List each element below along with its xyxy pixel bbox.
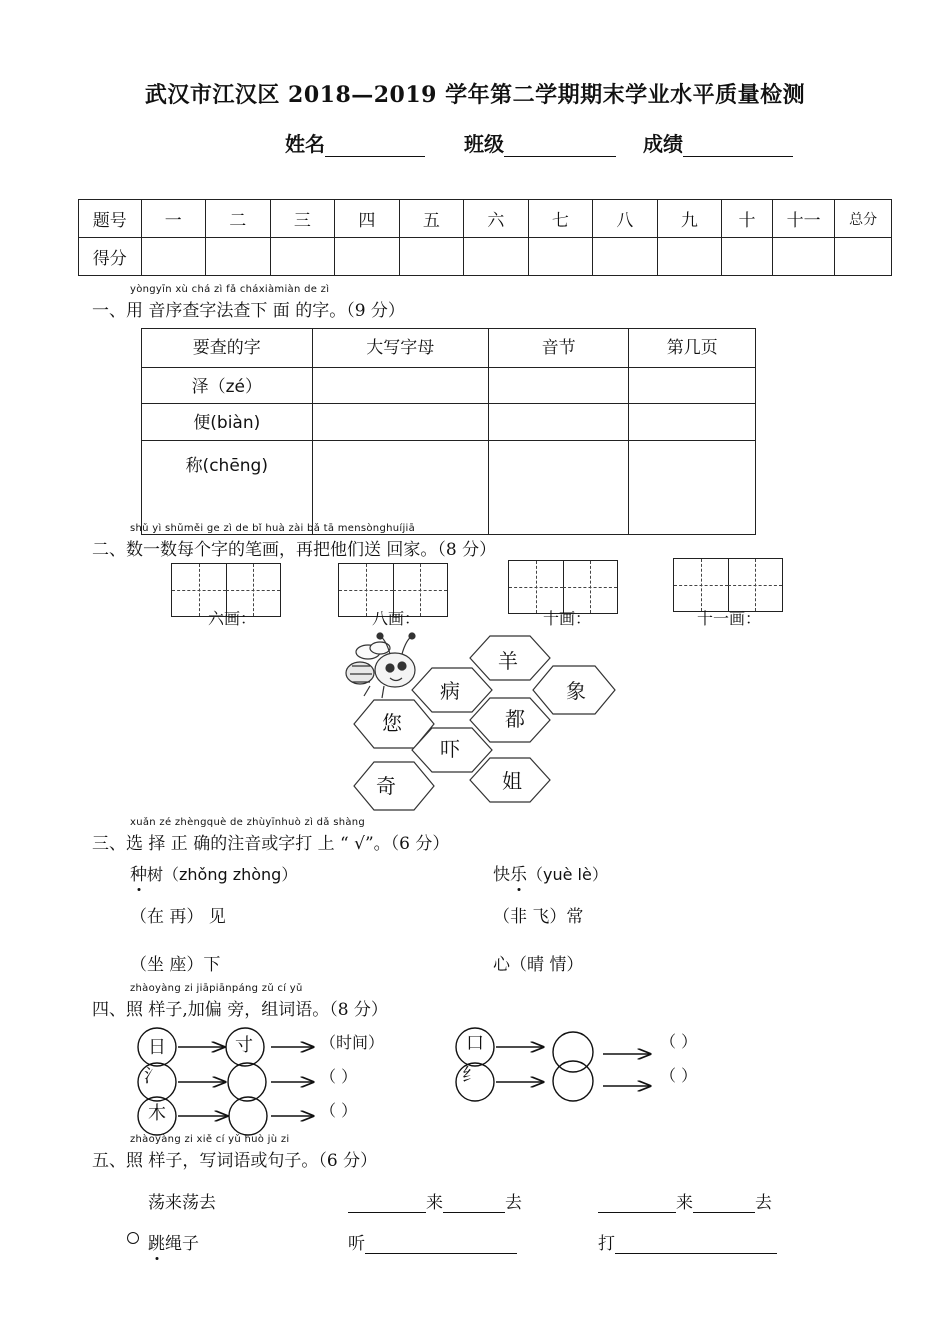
header-cell: 第几页: [629, 329, 756, 368]
score-input[interactable]: [772, 238, 835, 276]
strokes-label: 六画：: [208, 609, 257, 628]
header-cell: 大写字母: [312, 329, 488, 368]
choice-item[interactable]: 种树（zhǒng zhòng）: [130, 865, 298, 885]
s3-heading: 三、选 择 正 确的注音或字打 上 “ √”。（6 分）: [92, 834, 450, 854]
lookup-table: [141, 328, 756, 535]
word-blank[interactable]: （ ）: [320, 1067, 358, 1086]
hex-char: 都: [505, 707, 525, 731]
cell: 十: [722, 200, 773, 238]
writing-grid-11[interactable]: [673, 558, 783, 612]
answer-cell[interactable]: [312, 368, 488, 404]
cell: 三: [270, 200, 335, 238]
choice-item[interactable]: 心（晴 情）: [493, 955, 584, 975]
strokes-label: 十画：: [543, 609, 592, 628]
word-blank[interactable]: （ ）: [320, 1101, 358, 1120]
hex-char: 病: [440, 679, 460, 703]
radical-char: 日: [148, 1037, 166, 1058]
answer-cell[interactable]: [488, 404, 629, 441]
class-label: 班级: [464, 132, 504, 156]
radical-char: 口: [466, 1033, 484, 1054]
score-input[interactable]: [270, 238, 335, 276]
s1-pinyin: yòngyīn xù chá zì fǎ cháxiàmiàn de zì: [130, 284, 330, 295]
s3-pinyin: xuǎn zé zhèngquè de zhùyīnhuò zì dǎ shàng: [130, 817, 366, 828]
choice-item[interactable]: （非 飞）常: [493, 907, 584, 927]
word-blank[interactable]: （ ）: [660, 1066, 698, 1085]
cell: 七: [528, 200, 593, 238]
cell: 十一: [772, 200, 835, 238]
cell: 四: [335, 200, 400, 238]
cell: 五: [399, 200, 464, 238]
strokes-label: 十一画：: [697, 609, 762, 628]
score-field[interactable]: [643, 128, 793, 157]
radical-char: 氵: [144, 1066, 162, 1087]
s2-heading: 二、数一数每个字的笔画，再把他们送 回家。（8 分）: [92, 540, 497, 560]
score-input[interactable]: [835, 238, 892, 276]
header-cell: 音节: [488, 329, 629, 368]
hex-char: 羊: [498, 649, 518, 673]
score-input[interactable]: [399, 238, 464, 276]
fill-ting[interactable]: 听: [348, 1229, 517, 1254]
choice-item[interactable]: 快乐（yuè lè）: [493, 865, 608, 885]
s4-pinyin: zhàoyàng zi jiāpiānpáng zǔ cí yǔ: [130, 983, 303, 994]
page-title: 武汉市江汉区 2018—2019 学年第二学期期末学业水平质量检测: [144, 82, 806, 108]
hex-char: 吓: [440, 737, 460, 761]
score-input[interactable]: [593, 238, 658, 276]
word-blank[interactable]: （时间）: [320, 1033, 385, 1052]
cell: 总分: [835, 200, 892, 238]
radical-char: 木: [148, 1103, 166, 1124]
component-char: 寸: [235, 1035, 253, 1056]
hex-char: 奇: [376, 774, 396, 798]
answer-cell[interactable]: [312, 404, 488, 441]
cell: 六: [464, 200, 529, 238]
score-table: [78, 199, 892, 276]
circle-icon: [127, 1232, 139, 1244]
answer-cell[interactable]: [629, 404, 756, 441]
name-field[interactable]: [285, 128, 425, 157]
s4-heading: 四、照 样子,加偏 旁，组词语。（8 分）: [92, 1000, 388, 1020]
cell: 题号: [79, 200, 142, 238]
hexagon-puzzle: [340, 628, 630, 818]
score-input[interactable]: [657, 238, 722, 276]
strokes-label: 八画：: [372, 609, 421, 628]
score-input[interactable]: [335, 238, 400, 276]
class-field[interactable]: [464, 128, 616, 157]
hex-char: 您: [382, 711, 402, 735]
score-input[interactable]: [206, 238, 271, 276]
cell: 一: [141, 200, 206, 238]
radical-char: 纟: [462, 1065, 480, 1086]
cell: 二: [206, 200, 271, 238]
s5-pinyin: zhàoyàng zi xiě cí yǔ huò jù zi: [130, 1134, 290, 1145]
fill-lai-qu-1[interactable]: 来 去: [348, 1188, 522, 1213]
bee-icon: [346, 633, 415, 698]
answer-cell[interactable]: [629, 368, 756, 404]
radical-diagram: [130, 1022, 750, 1147]
choice-item[interactable]: （在 再） 见: [130, 907, 226, 927]
cell: 九: [657, 200, 722, 238]
char-cell: 便(biàn): [142, 404, 313, 441]
score-input[interactable]: [464, 238, 529, 276]
answer-cell[interactable]: [629, 441, 756, 535]
hex-char: 象: [566, 679, 586, 703]
fill-da[interactable]: 打: [598, 1229, 777, 1254]
name-label: 姓名: [285, 132, 325, 156]
header-cell: 要查的字: [142, 329, 313, 368]
answer-cell[interactable]: [312, 441, 488, 535]
cell: 得分: [79, 238, 142, 276]
score-input[interactable]: [722, 238, 773, 276]
answer-cell[interactable]: [488, 441, 629, 535]
char-cell: 称(chēng): [142, 441, 313, 535]
score-input[interactable]: [528, 238, 593, 276]
score-label: 成绩: [643, 132, 683, 156]
fill-lai-qu-2[interactable]: 来 去: [598, 1188, 772, 1213]
score-input[interactable]: [141, 238, 206, 276]
answer-cell[interactable]: [488, 368, 629, 404]
char-cell: 泽（zé）: [142, 368, 313, 404]
example-phrase: 跳绳子: [148, 1234, 199, 1254]
cell: 八: [593, 200, 658, 238]
choice-item[interactable]: （坐 座）下: [130, 955, 221, 975]
word-blank[interactable]: （ ）: [660, 1032, 698, 1051]
s2-pinyin: shǔ yì shǔměi ge zì de bǐ huà zài bǎ tā mensònghuíjiā: [130, 523, 416, 534]
s1-heading: 一、用 音序查字法查下 面 的字。（9 分）: [92, 301, 405, 321]
s5-heading: 五、照 样子，写词语或句子。（6 分）: [92, 1151, 378, 1171]
hex-char: 姐: [502, 769, 522, 793]
example-word: 荡来荡去: [148, 1193, 216, 1213]
